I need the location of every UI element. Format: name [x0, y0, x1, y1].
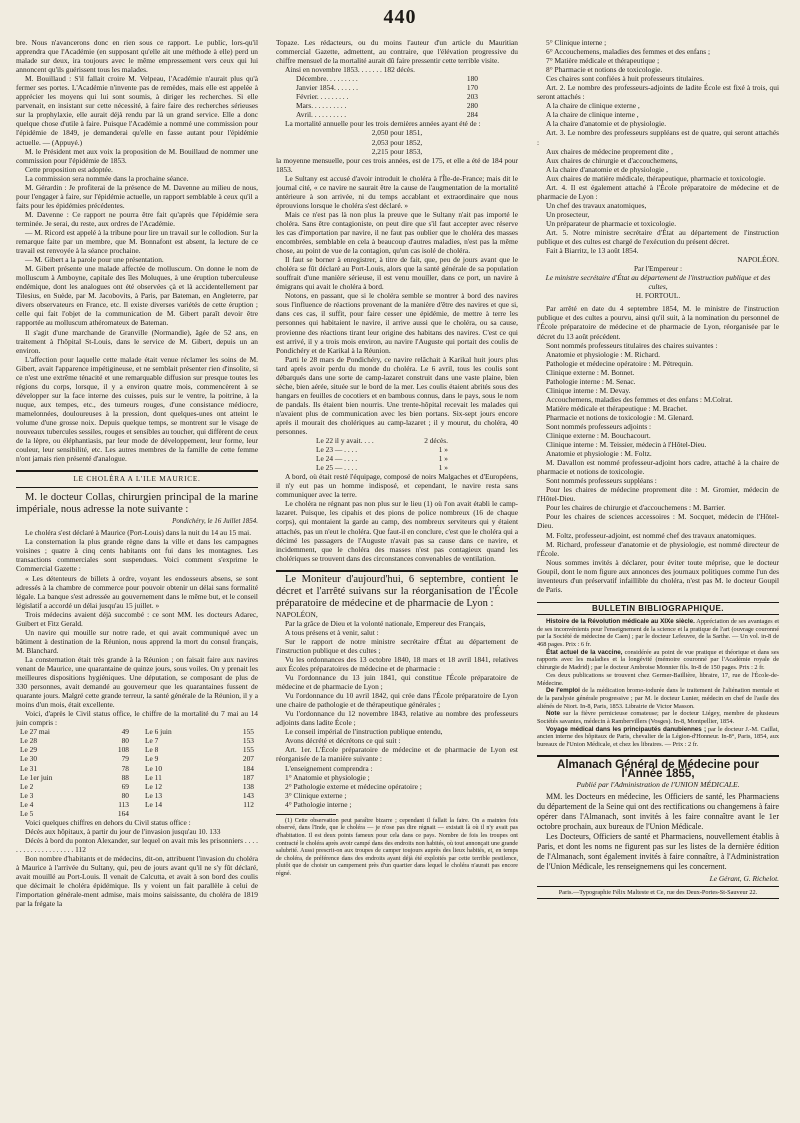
table-cell — [16, 764, 133, 773]
paragraph: Sont nommés professeurs suppléans : — [546, 476, 657, 486]
table-row — [16, 809, 258, 818]
table-cell — [141, 745, 258, 754]
table-row — [16, 782, 258, 791]
table-cell — [16, 782, 133, 791]
paragraph: bre. Nous n'avancerons donc en rien sous ce rapport. Le public, lors-qu'il apprendra que l'Académie (en supposant qu'elle ait une méthode à elle) perd un malade sur deux, ira toujours avec le même empressement vers ceux qui lui annoncent qu'ils guérissent tous les malades. — [16, 38, 258, 75]
table-row — [16, 736, 258, 745]
paragraph: MM. les Docteurs en médecine, les Officiers de santé, les Pharmaciens du département de la Seine qui ont des rectifications ou changemens à faire opérer dans l'Almanach, sont invités à les faire connaître avant le 1er octobre prochain, aux bureaux de l'Union Médicale. — [537, 792, 779, 831]
paragraph: M. Gibert présente une malade affectée de molluscum. On donne le nom de molluscum à Amboyne, capitale des îles Moluques, à une éruption tuberculeuse endémique, dont les analogues ont été observées çà et là accidentellement par Tilesius, en Suède, par M. Jacobovits, à Paris, par Bateman, en Angleterre, par divers observateurs en France, etc. Il existe diverses variétés de cette éruption ; celle qui fait l'objet de la communication de M. Gibert paraît devoir être rapportée au molluscum athéromateux de Bateman. — [16, 264, 258, 328]
paragraph: Pathologie interne : M. Senac. — [546, 376, 636, 386]
table-cell — [16, 727, 133, 736]
paragraph: L'affection pour laquelle cette malade était venue réclamer les soins de M. Gibert, avait l'apparence impétigineuse, et ne semblait présenter rien d'insolite, si ce n'est une extrême ténacité et une remarquable diffusion sur presque toutes les régions du corps, lorsque, il y a environ quatre mois, commencèrent à se développer sur la face interne des cuisses, puis sur le ventre, la poitrine, à la nuque, aux tempes, etc., des tumeurs rouges, d'une consistance médiocre, mamelonnées, douloureuses à la pression, dont quelques-unes ont atteint le volume d'une grosse noix. Depuis quelque temps, se montrent sur le visage de nouveaux tubercules sessiles, rouges et sensibles au toucher, qui diffèrent de ceux de la lèpre, ou éléphantiasis, par leur mode de développement, leur forme, leur couleur, leur sensibilité, etc. Les autres membres de la famille de cette femme n'ont jamais rien présenté d'analogue. — [16, 354, 258, 464]
month-label: Décembre. . . . . . . . . — [296, 74, 358, 84]
paragraph: Art. 3. Le nombre des professeurs suppléans est de quatre, qui seront attachés : — [537, 128, 779, 147]
paragraph: A la chaire de clinique interne , — [546, 110, 639, 120]
death-count: 88 — [121, 772, 129, 782]
month-label: Avril. . . . . . . . . . — [296, 110, 347, 120]
paragraph: Vu l'ordonnance du 13 juin 1841, qui constitue l'École préparatoire de médecine et de pharmacie de Lyon ; — [276, 673, 518, 692]
bibliography-entry-body: Appréciation de ses avantages et de ses inconvénients pour l'enseignement de la science et la pratique de l'art (ouvrage couronné par la Société de médecine de Caen) ; par le docteur Lefeuvre, de la Sarthe. — Un vol. in-8 de 468 pages. Prix : 6 fr. — [537, 617, 779, 649]
by-emperor: Par l'Empereur : — [633, 264, 683, 274]
paragraph: Parti le 28 mars de Pondichéry, ce navire relâchait à Karikal huit jours plus tard après avoir perdu du monde du choléra. Le 6 avril, tous les coulis sont débarqués dans une sorte de camp-lazaret construit dans une vaste plaine, bien sèche, bien aérée, située sur le bord de la mer. Les coulis étaient abrités sous des hangars en feuilles de cocotiers et en bambous connus, dans le pays, sous le nom de pandals. Ils étaient bien nourris. Une trente-hôpital recevait les malades qui n'avaient plus de communication avec les bien portans. Six-sept jours encore après il mourait des cholériques au camp-lazaret ; il y mourut, du choléra, 40 personnes. — [276, 354, 518, 437]
table-row — [276, 83, 518, 92]
death-count: 49 — [121, 727, 129, 737]
footnote: (1) Cette observation peut paraître bizarre ; cependant il fallait la faire. On a maintes fois observé, dans l'Inde, que le choléra — je n'ose pas dire régnait — existait là où il n'y avait pas d'habitation. Il est deux points fameux pour cela dans ce pays. Nombre de fois les troupes ont contracté le choléra après avoir campé dans des endroits non habités, où tout annonçait une grande salubrité. Aussi prescrit-on aux troupes de camper toujours auprès des lieux habités, et, en temps de choléra, de préférence dans des endroits ayant déjà été exploités par cette terrible pestilence, plutôt que de choisir un campement près d'un quartier dans lequel le choléra n'aurait pas encore régné. — [276, 817, 518, 877]
paragraph: La mortalité annuelle pour les trois dernières années ayant été de : — [285, 119, 481, 129]
paragraph: Pour les chaires de sciences accessoires : M. Socquet, médecin de l'Hôtel-Dieu. — [537, 512, 779, 531]
table-row — [16, 727, 258, 736]
paragraph: 7° Matière médicale et thérapeutique ; — [546, 56, 660, 66]
bibliography-entry-title: Note — [546, 710, 560, 718]
paragraph: 4° Pathologie interne ; — [285, 799, 352, 809]
paragraph: A la chaire d'anatomie et de physiologie. — [546, 119, 667, 129]
paragraph: La consternation la plus grande règne dans la ville et dans les campagnes voisines ; quatre à cinq cents habitants ont fui dans les montagnes. Les transactions commerciales sont suspendues. Voici comment s'exprime le Commercial Gazette : — [16, 537, 258, 574]
paragraph: Pour les chaires de chirurgie et d'accouchemens : M. Barrier. — [546, 503, 726, 513]
paragraph: M. Davallon est nommé professeur-adjoint hors cadre, attaché à la chaire de pharmacie et notions de toxicologie. — [537, 458, 779, 477]
paragraph: Nous sommes invités à déclarer, pour éviter toute méprise, que le docteur Goupil, dont le nom figure aux annonces des journaux politiques comme l'un des inventeurs d'un préservatif infaillible du choléra, n'est pas M. le docteur Goupil de Paris. — [537, 557, 779, 594]
bibliography-entry — [537, 618, 779, 649]
date-label: Le 6 juin — [145, 727, 172, 737]
table-row — [276, 92, 518, 101]
date-label: Le 29 — [20, 745, 38, 755]
paragraph: Clinique interne : M. Devay. — [546, 385, 631, 395]
paragraph: Par arrêté en date du 4 septembre 1854, M. le ministre de l'instruction publique et des cultes a pourvu, ainsi qu'il suit, à la nomination du personnel de l'École préparatoire de médecine et de pharmacie de Lyon, réorganisée par le décret du 13 août précédent. — [537, 304, 779, 341]
paragraph: Art. 1er. L'École préparatoire de médecine et de pharmacie de Lyon est réorganisée de la manière suivante : — [276, 745, 518, 764]
paragraph: Par la grâce de Dieu et la volonté nationale, Empereur des Français, — [285, 618, 486, 628]
paragraph: M. le Président met aux voix la proposition de M. Bouillaud de nommer une commission pour l'épidémie de 1853. — [16, 146, 258, 165]
decree-text — [276, 619, 518, 809]
decree-articles — [537, 38, 779, 255]
table-cell — [141, 782, 258, 791]
bibliography-entry — [537, 649, 779, 672]
paragraph: 3° Clinique externe ; — [285, 790, 347, 800]
paragraph: Sont nommés professeurs adjoints : — [546, 421, 652, 431]
death-count: 112 — [243, 799, 254, 809]
bibliography-entry — [537, 672, 779, 687]
paragraph: Un chef des travaux anatomiques, — [546, 200, 647, 210]
table-row — [16, 800, 258, 809]
paragraph: A bord, où était resté l'équipage, composé de noirs Malgaches et d'Européens, il n'y eut pas un homme indisposé, et cependant, le navire resta sans communiquer avec la terre. — [276, 472, 518, 500]
death-count: 284 — [466, 110, 478, 120]
paragraph: Le choléra ne régnant pas non plus sur le lieu (1) où l'on avait établi le camp-lazaret. Puisque, les cipahis et des pions de police nombreux (16 de chaque corps), qui montaient la garde au camp, des nombreux serviteurs qui y étaient attachés, pas un n'eut le choléra. Que faut-il en conclure, c'est que le choléra qui a décimé les passagers de l'Auguste n'avait pas sa cause dans ce navire, et incidemment, que le choléra des masses n'est pas contagieux quand les cholériques se trouvent dans des circonstances convenables de ventilation. — [276, 499, 518, 563]
bibliography-title: BULLETIN BIBLIOGRAPHIQUE. — [537, 602, 779, 615]
paragraph: Sont nommés professeurs titulaires des chaires suivantes : — [546, 340, 718, 350]
mortality-table — [16, 727, 258, 817]
paragraph: Aux chaires de médecine proprement dite , — [546, 146, 674, 156]
date-label: Le 30 — [20, 754, 38, 764]
column-1 — [16, 38, 258, 1113]
paragraph: « Les détenteurs de billets à ordre, voyant les endosseurs absens, se sont adressés à la chambre de commerce pour pouvoir obtenir un délai sans formalité légale. La banque s'est adressée au gouvernement dans le même but, et le conseil législatif a accordé un délai jusqu'au 15 juillet. » — [16, 573, 258, 610]
death-count: 138 — [242, 781, 254, 791]
death-count: 1 » — [438, 454, 448, 464]
paragraph: Bon nombre d'habitants et de médecins, dit-on, attribuent l'invasion du choléra à Maurice à l'arrivée du Sultany, qui, peu de jours avant qu'il ne s'y fût déclaré, avait mouillé au Port-Louis. Il venait de Calcutta, et avait à son bord des coulis que décimait le choléra épidémique. Ils y voient un fait parallèle à celui de l'importation générale-ment admise, mais moins saisissante, du choléra de 1819 par la frégate la — [16, 853, 258, 909]
paragraph: Décès à bord du ponton Alexander, sur lequel on avait mis les prisonniers . . . . . . . . . . . . . . . . . . . . 112 — [16, 835, 258, 854]
table-cell — [141, 764, 258, 773]
paragraph: Notons, en passant, que si le choléra semble se montrer à bord des navires sous l'influence de réactions provenant de la manière d'être des navires et que si, dans ces cas, il suffit, pour faire cesser une épidémie, de mettre à terre les personnes qui habitaient le navire, il arrive aussi que le choléra, ou sa cause, provienne des réactions tirant leur origine des habitans des navires. C'est ce qui est arrivé, il y a trois mois environ, au navire l'Auguste qui portait des coulis de Pondichéry et de Karikal à la Réunion. — [276, 291, 518, 355]
date-label: Le 22 il y avait. . . . — [316, 436, 374, 446]
month-label: Février. . . . . . . . . — [296, 92, 349, 102]
paragraph: Fait à Biarritz, le 13 août 1854. — [546, 246, 639, 256]
death-count: 155 — [242, 745, 254, 755]
paragraph: Trois médecins avaient déjà succombé : ce sont MM. les docteurs Adarec, Guibert et Fitz Gerald. — [16, 609, 258, 628]
table-cell — [16, 800, 133, 809]
bibliography-entry-body: par le docteur J.-M. Caillat, ancien interne des hôpitaux de Paris, chevalier de la Légion-d'Honneur. In-8°, Paris, 1854, aux bureaux de l'Union Médicale, et chez les libraires. — Prix : 2 fr. — [537, 725, 779, 749]
death-count: 113 — [118, 799, 129, 809]
table-cell — [141, 773, 258, 782]
article-lead: M. le docteur Collas, chirurgien principal de la marine impériale, nous adresse la note suivante : — [16, 492, 258, 516]
minister-title: Le ministre secrétaire d'État au département de l'instruction publique et des cultes, — [545, 273, 771, 292]
column-2 — [276, 38, 518, 1113]
date-label: Le 9 — [145, 754, 159, 764]
paragraph: Art. 2. Le nombre des professeurs-adjoints de ladite École est fixé à trois, qui seront attachés : — [537, 83, 779, 102]
table-row — [276, 74, 518, 83]
table-row — [276, 463, 518, 472]
paragraph: Vu l'ordonnance du 12 novembre 1843, relative au nombre des professeurs adjoints dans ladite École ; — [276, 709, 518, 728]
bibliography-list — [537, 618, 779, 749]
month-label: Janvier 1854. . . . . . . — [296, 83, 358, 93]
paragraph: Un préparateur de pharmacie et toxicologie. — [546, 218, 677, 228]
paragraph: Il faut se borner à enregistrer, à titre de fait, que, peu de jours avant que le choléra se fût déclaré au Port-Louis, alors que la santé générale de sa population souffrait d'une manière sérieuse, il est venu mouiller, dans ce port, un navire à émigrans qui avait le choléra à bord. — [276, 255, 518, 292]
bibliography-entry-title: État actuel de la vaccine, — [546, 648, 623, 656]
bibliography-entry-body: Ces deux publications se trouvent chez Germer-Baillière, libraire, 17, rue de l'École-de-Médecine. — [537, 671, 779, 687]
bibliography-entry — [537, 726, 779, 749]
paragraph: — M. Ricord est appelé à la tribune pour lire un travail sur le collodion. Sur la remarque faite par un membre, que M. Bonnafont est absent, la lecture de ce travail est renvoyée à la séance prochaine. — [16, 227, 258, 256]
table-row — [16, 745, 258, 754]
table-row — [16, 773, 258, 782]
paragraph: Vu les ordonnances des 13 octobre 1840, 18 mars et 18 avril 1841, relatives aux Écoles préparatoires de médecine et de pharmacie : — [276, 654, 518, 673]
paragraph: A la chaire d'anatomie et de physiologie , — [546, 164, 669, 174]
table-cell — [16, 809, 133, 818]
table-cell — [141, 791, 258, 800]
paragraph: Ainsi en novembre 1853. . . . . . . 182 décès. — [285, 65, 415, 75]
date-label: Le 28 — [20, 736, 38, 746]
date-label: Le 31 — [20, 763, 38, 773]
death-count: 207 — [242, 754, 254, 764]
list-item: 2,050 pour 1851, — [371, 128, 423, 138]
academy-minutes — [16, 38, 258, 463]
footnote-divider — [276, 814, 336, 815]
section-title: LE CHOLÉRA A L'ILE MAURICE. — [73, 475, 201, 484]
minister-name: H. FORTOUL. — [635, 291, 681, 301]
death-count: 155 — [242, 727, 254, 737]
paragraph: La commission sera nommée dans la prochaine séance. — [25, 173, 189, 183]
date-label: Le 27 mai — [20, 727, 50, 737]
paragraph: Décès aux hôpitaux, à partir du jour de l'invasion jusqu'au 10. 133 — [25, 826, 221, 836]
table-cell — [141, 736, 258, 745]
section-divider — [16, 470, 258, 472]
date-label: Le 3 — [20, 790, 34, 800]
date-label: Le 4 — [20, 799, 34, 809]
dateline: Pondichéry, le 16 Juillet 1854. — [172, 517, 258, 526]
gerant-signature: Le Gérant, G. Richelot. — [709, 874, 779, 883]
table-row — [276, 445, 518, 454]
paragraph: la moyenne mensuelle, pour ces trois années, est de 175, et elle a été de 184 pour 1853. — [276, 155, 518, 174]
column-3 — [537, 38, 779, 1113]
list-item: 2,053 pour 1852, — [371, 137, 423, 147]
paragraph: Topaze. Les rédacteurs, ou du moins l'auteur d'un article du Mauritian commercial Gazette, admettent, au contraire, que l'élévation progressive du chiffre mensuel de la mortalité aurait dû faire pressentir cette terrible visite. — [276, 38, 518, 66]
section-divider — [16, 487, 258, 488]
decree-heading: NAPOLÉON, — [276, 609, 318, 619]
paragraph: M. Gérardin : Je profiterai de la présence de M. Davenne au milieu de nous, pour l'engager à faire, sur l'épidémie actuelle, un rapport semblable à ceux qu'il a faits pour les épidémies précédentes. — [16, 182, 258, 210]
camp-deaths-table — [276, 436, 518, 472]
table-cell — [16, 791, 133, 800]
table-cell — [16, 736, 133, 745]
paragraph: 5° Clinique interne ; — [546, 38, 607, 47]
date-label: Le 1er juin — [20, 772, 53, 782]
paragraph: Un prosecteur, — [546, 209, 590, 219]
almanach-subtitle: Publié par l'Administration de l'UNION MÉDICALE. — [576, 779, 740, 789]
paragraph: Aux chaires de matière médicale, thérapeutique, pharmacie et toxicologie. — [546, 173, 766, 183]
death-count: 78 — [121, 763, 129, 773]
paragraph: 2° Pathologie externe et médecine opératoire ; — [285, 781, 422, 791]
paragraph: Un navire qui mouille sur notre rade, et qui avait communiqué avec un bâtiment à destination de la Réunion, nous apprend la mort du consul français, M. Blanchard. — [16, 627, 258, 655]
paragraph: 1° Anatomie et physiologie ; — [285, 772, 370, 782]
paragraph: 8° Pharmacie et notions de toxicologie. — [546, 65, 663, 75]
printer-imprint: Paris.—Typographie Félix Malteste et Ce, rue des Deux-Portes-St-Sauveur 22. — [537, 886, 779, 899]
death-count: 153 — [242, 736, 254, 746]
paragraph: 6° Accouchemens, maladies des femmes et des enfans ; — [546, 47, 711, 57]
date-label: Le 8 — [145, 745, 159, 755]
monthly-deaths-table — [276, 74, 518, 119]
death-count: 280 — [466, 101, 478, 111]
paragraph: Le Sultany est accusé d'avoir introduit le choléra à l'Île-de-France; mais dit le journal cité, « ce navire ne saurait être la cause de l'augmentation de la mortalité antérieure à son arrivée, ni du temps accablant et extraordinaire que nous éprouvions lorsque le choléra s'est déclaré. » — [276, 173, 518, 210]
bibliography-entry — [537, 710, 779, 725]
paragraph: Clinique externe : M. Bouchacourt. — [546, 431, 651, 441]
date-label: Le 14 — [145, 799, 163, 809]
paragraph: Anatomie et physiologie : M. Foltz. — [546, 449, 652, 459]
paragraph: Pharmacie et notions de toxicologie : M. Glenard. — [546, 412, 694, 422]
table-row — [16, 764, 258, 773]
paragraph: Art. 5. Notre ministre secrétaire d'État au département de l'instruction publique et des cultes est chargé de l'exécution du présent décret. — [537, 227, 779, 247]
paragraph: Matière médicale et thérapeutique : M. Brachet. — [546, 403, 688, 413]
death-count: 108 — [117, 745, 129, 755]
date-label: Le 5 — [20, 808, 34, 818]
death-count: 184 — [242, 763, 254, 773]
page-number: 440 — [383, 6, 417, 28]
death-count: 1 » — [438, 463, 448, 473]
bibliography-entry-body: sur la fièvre pernicieuse comateuse; par le docteur Liégey, membre de plusieurs Sociétés savantes, médecin à Rambervillers (Vosges). In-8, Montpellier, 1854. — [537, 710, 779, 726]
paragraph: Accouchemens, maladies des femmes et des enfans : M.Colrat. — [546, 394, 733, 404]
table-cell — [141, 800, 258, 809]
paragraph: A la chaire de clinique externe , — [546, 101, 640, 111]
bibliography-entry-title: Voyage médical dans les principautés danubiennes ; — [546, 725, 707, 733]
paragraph: Sur le rapport de notre ministre secrétaire d'État au département de l'instruction publique et des cultes ; — [276, 636, 518, 655]
bibliography-entry-title: Histoire de la Révolution médicale au XIXe siècle. — [546, 617, 695, 625]
bibliography-entry-body: de la médication bromo-iodurée dans le traitement de l'aliénation mentale et de la paralysie générale progressive ; par M. le docteur Lunier, médecin en chef de l'asile des aliénés de Niort. In-8, Paris, 1853. Librairie de Victor Masson. — [537, 687, 779, 710]
date-label: Le 13 — [145, 790, 163, 800]
paragraph: A tous présens et à venir, salut : — [285, 627, 379, 637]
paragraph: Les Docteurs, Officiers de santé et Pharmaciens, nouvellement établis à Paris, et dont les noms ne figurent pas sur les listes de la dernière édition de l'Almanach, sont également invités à faire connaître, à l'Administration de l'Union Médicale, les renseignemens qui les concernent. — [537, 832, 779, 871]
paragraph: Aux chaires de chirurgie et d'accouchemens, — [546, 155, 678, 165]
paragraph: Mais ce n'est pas là non plus la preuve que le Sultany n'ait pas importé le choléra. Sans être contagioniste, on peut dire que s'il faut accepter avec réserve les cas d'importation par navire, il ne faut pas oublier que le choléra des masses encombrées, semblable en cela à beaucoup d'autres maladies, n'est pas la même chose, au point de vue de la contagion, qu'un cas isolé de choléra. — [276, 209, 518, 256]
death-count: 187 — [242, 772, 254, 782]
paragraph: L'enseignement comprendra : — [285, 763, 373, 773]
annual-mortality-list — [276, 128, 518, 155]
bibliography-entry — [537, 687, 779, 710]
death-count: 79 — [121, 754, 129, 764]
table-row — [276, 110, 518, 119]
date-label: Le 24 — . . . . — [316, 454, 358, 464]
paragraph: Clinique externe : M. Bonnet. — [546, 367, 635, 377]
paragraph: Voici, d'après le Civil status office, le chiffre de la mortalité du 7 mai au 14 juin compris : — [16, 709, 258, 728]
table-cell — [16, 773, 133, 782]
section-divider — [276, 570, 518, 572]
appointments-list — [537, 304, 779, 594]
paragraph: M. Davenne : Ce rapport ne pourra être fait qu'après que l'épidémie sera terminée. Je serai, du reste, aux ordres de l'Académie. — [16, 209, 258, 228]
paragraph: Voici quelques chiffres en dehors du Civil status office : — [25, 817, 191, 827]
almanach-title: Almanach Général de Médecine pour l'Année 1855, — [537, 755, 779, 779]
paragraph: Le conseil impérial de l'instruction publique entendu, — [285, 727, 443, 737]
paragraph: Avons décrété et décrétons ce qui suit : — [285, 736, 401, 746]
paragraph: La consternation était très grande à la Réunion ; on faisait faire aux navires venant de Maurice, une quarantaine de quinze jours, sous voiles. On y prenait les meilleures dispositions hygiéniques. Une députation, se composant de plus de 330 personnes, avait demandé au gouverneur que les quarantaines fussent de quarante jours. Malgré cette grande terreur, la santé générale de la Réunion, il y a moins d'un mois, était excellente. — [16, 654, 258, 710]
date-label: Le 23 — . . . . — [316, 445, 358, 455]
paragraph: — M. Gibert a la parole pour une présentation. — [25, 255, 164, 265]
date-label: Le 11 — [145, 772, 162, 782]
paragraph: Clinique interne : M. Teissier, médecin à l'Hôtel-Dieu. — [546, 440, 707, 450]
paragraph: Il s'agit d'une marchande de Granville (Normandie), âgée de 52 ans, en traitement à l'hôpital St-Louis, dans le service de M. Gibert, depuis un an environ. — [16, 327, 258, 355]
table-cell — [141, 809, 258, 818]
list-item: 2,215 pour 1853, — [371, 146, 423, 156]
death-count: 180 — [466, 74, 478, 84]
date-label: Le 25 — . . . . — [316, 463, 358, 473]
death-count: 80 — [121, 736, 129, 746]
paragraph: Vu l'ordonnance du 10 avril 1842, qui crée dans l'École préparatoire de Lyon une chaire de pathologie et de thérapeutique générales ; — [276, 691, 518, 710]
paragraph: Cette proposition est adoptée. — [25, 164, 113, 174]
table-row — [276, 436, 518, 445]
paragraph: M. Richard, professeur d'anatomie et de physiologie, est nommé directeur de l'École. — [537, 539, 779, 558]
table-row — [16, 791, 258, 800]
paragraph: M. Bouillaud : S'il fallait croire M. Velpeau, l'Académie n'aurait plus qu'à fermer ses portes. L'Académie n'invente pas de remèdes, mais elle est appelée à apprécier les moyens qui lui sont soumis, à diriger les recherches. Si elle parvenait, en insistant sur cette nécessité, à faire faire des recherches sérieuses sur la prophylaxie, elle aurait déjà rendu par là un grand service. Elle a donc quelque chose d'utile à faire. Puisque l'Académie a nommé une commission pour l'épidémie de 1849, je demanderai qu'elle en fasse autant pour l'épidémie actuelle. — (Appuyé.) — [16, 74, 258, 147]
bibliography-entry-body: considérée au point de vue pratique et théorique et dans ses rapports avec les maladies et la longévité (mémoire couronné par l'Académie royale de chirurgie de Madrid) ; par le docteur Ambroise Monnier fils. In-8 de 150 pages. Prix : 2 fr. — [537, 648, 779, 672]
death-count: 143 — [242, 790, 254, 800]
death-count: 170 — [466, 83, 478, 93]
decree-signature: NAPOLÉON. — [737, 255, 779, 265]
almanach-body — [537, 792, 779, 872]
death-count: 80 — [121, 790, 129, 800]
death-count: 203 — [466, 92, 478, 102]
bibliography-entry-title: De l'emploi — [546, 687, 580, 695]
death-count: 1 » — [438, 445, 448, 455]
date-label: Le 10 — [145, 763, 163, 773]
table-cell — [16, 754, 133, 763]
death-count: 69 — [121, 781, 129, 791]
table-row — [276, 454, 518, 463]
table-cell — [16, 745, 133, 754]
table-cell — [141, 754, 258, 763]
paragraph: Art. 4. Il est également attaché à l'École préparatoire de médecine et de pharmacie de Lyon : — [537, 182, 779, 201]
paragraph: Le choléra s'est déclaré à Maurice (Port-Louis) dans la nuit du 14 au 15 mai. — [25, 528, 252, 538]
date-label: Le 12 — [145, 781, 163, 791]
paragraph: Anatomie et physiologie : M. Richard. — [546, 349, 660, 359]
table-row — [16, 754, 258, 763]
date-label: Le 2 — [20, 781, 34, 791]
paragraph: M. Foltz, professeur-adjoint, est nommé chef des travaux anatomiques. — [546, 530, 757, 540]
death-count: 2 décès. — [424, 436, 448, 446]
death-count: 164 — [117, 808, 129, 818]
month-label: Mars. . . . . . . . . . — [296, 101, 347, 111]
paragraph: Ces chaires sont confiées à huit professeurs titulaires. — [546, 74, 705, 84]
paragraph: Pathologie et médecine opératoire : M. Pétrequin. — [546, 358, 693, 368]
table-cell — [141, 727, 258, 736]
article-lead: Le Moniteur d'aujourd'hui, 6 septembre, contient le décret et l'arrêté suivans sur la réorganisation de l'École préparatoire de médecine et de pharmacie de Lyon : — [276, 573, 518, 609]
paragraph: Pour les chaires de médecine proprement dite : M. Gromier, médecin de l'Hôtel-Dieu. — [537, 485, 779, 504]
table-row — [276, 101, 518, 110]
date-label: Le 7 — [145, 736, 159, 746]
